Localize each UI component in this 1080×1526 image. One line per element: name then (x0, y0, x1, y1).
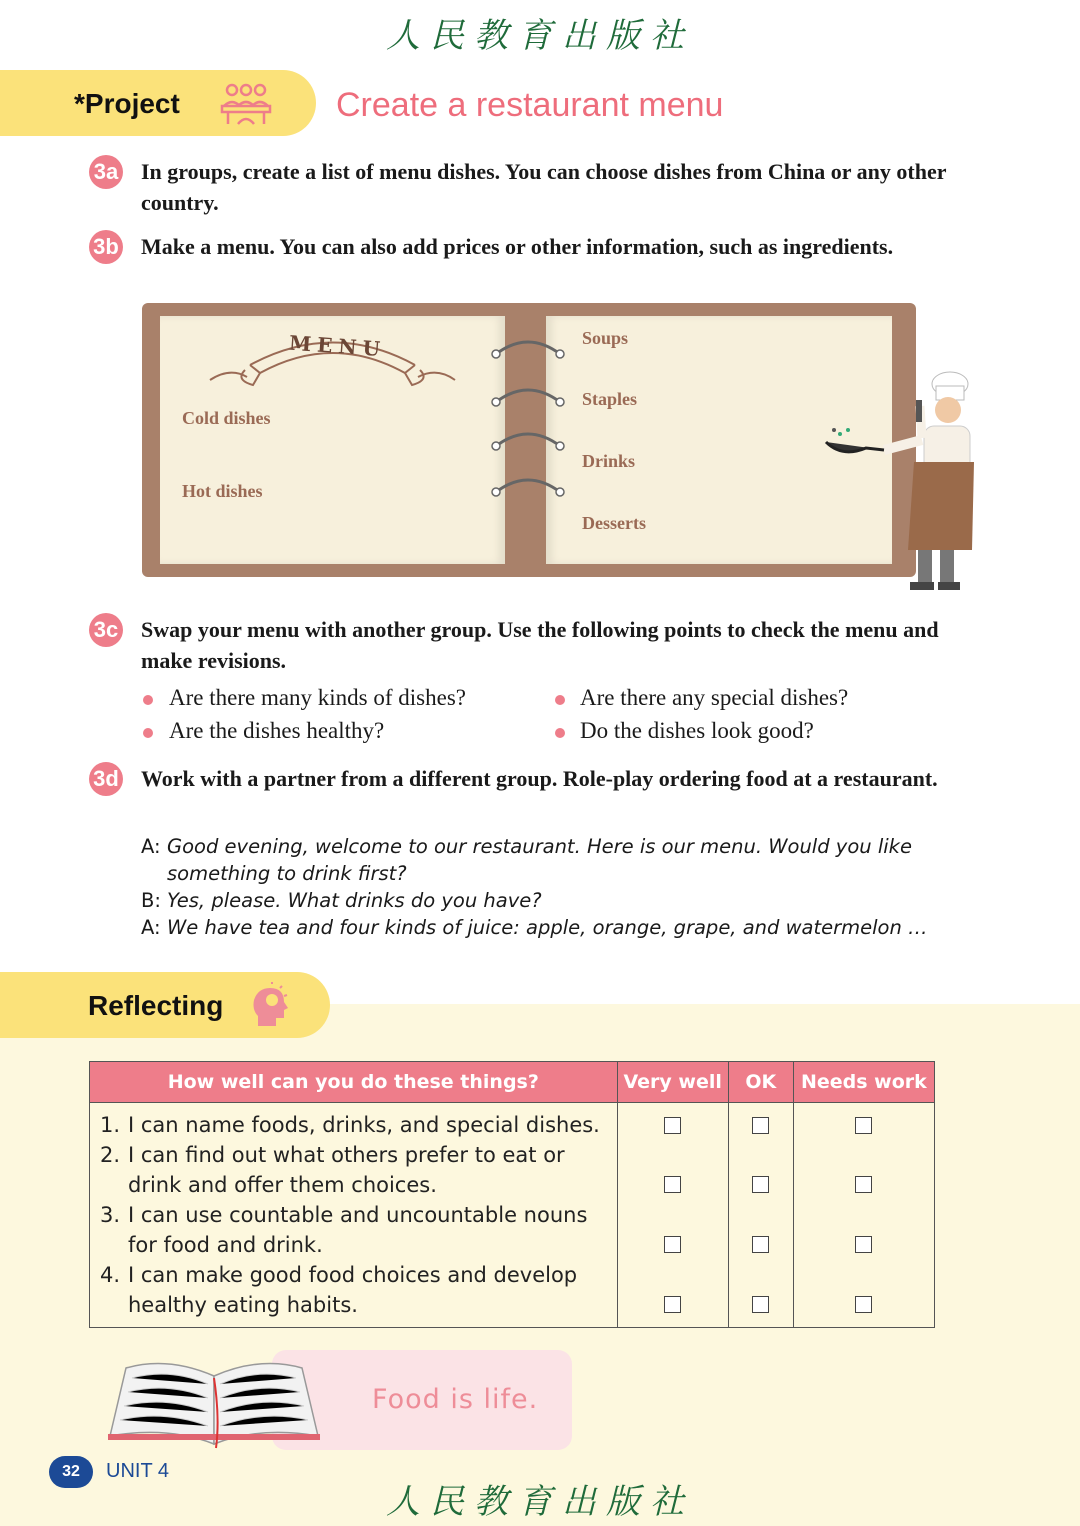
checkbox-needs-work-1[interactable] (855, 1117, 872, 1134)
statements-list (90, 1103, 617, 1327)
check-point-3: Are the dishes healthy? (169, 718, 385, 743)
check-point-1: Are there many kinds of dishes? (169, 685, 467, 710)
list-item-number: 3. (100, 1203, 121, 1227)
table-header-needs-work: Needs work (793, 1062, 934, 1103)
ok-column (728, 1103, 793, 1328)
list-item-number: 4. (100, 1263, 121, 1287)
menu-banner-text: MENU (288, 330, 387, 362)
lightbulb-head-icon (250, 982, 290, 1033)
task-3c-text: Swap your menu with another group. Use the following points to check the menu and make revisions. (141, 617, 939, 673)
list-item-number: 1. (100, 1113, 121, 1137)
speaker: B: (141, 889, 161, 912)
list-item-text: I can make good food choices and develop healthy eating habits. (128, 1263, 578, 1317)
checkbox-very-well-3[interactable] (664, 1236, 681, 1253)
utterance (167, 833, 912, 887)
list-item (100, 1200, 609, 1260)
menu-item-cold-dishes: Cold dishes (182, 408, 271, 428)
dialogue-line (141, 914, 941, 941)
task-badge-3a: 3a (89, 155, 123, 189)
quote-text: Food is life. (372, 1384, 539, 1415)
list-item-number: 2. (100, 1143, 121, 1167)
menu-item-desserts: Desserts (582, 513, 646, 533)
bullet-dot (143, 728, 153, 738)
statements-cell (90, 1103, 618, 1328)
unit-label: UNIT 4 (106, 1460, 169, 1482)
menu-item-staples: Staples (582, 389, 638, 409)
binder-rings-icon (488, 330, 568, 515)
menu-item-soups: Soups (582, 328, 629, 348)
publisher-logo-footer: 人民教育出版社 (386, 1482, 694, 1522)
project-title: Create a restaurant menu (336, 86, 724, 124)
utterance: We have tea and four kinds of juice: apple, orange, grape, and watermelon … (167, 916, 928, 939)
list-item-text: I can name foods, drinks, and special dishes. (128, 1113, 600, 1137)
bullet-dot (555, 695, 565, 705)
bullet-dot (143, 695, 153, 705)
check-point-2: Are there any special dishes? (580, 685, 849, 710)
list-item-text: I can use countable and uncountable nouns for food and drink. (128, 1203, 588, 1257)
task-badge-3c: 3c (89, 613, 123, 647)
task-badge-3d: 3d (89, 762, 123, 796)
speaker: A: (141, 835, 161, 858)
utterance-line: something to drink first? (167, 862, 407, 885)
reflecting-table (89, 1061, 935, 1328)
checkbox-needs-work-2[interactable] (855, 1176, 872, 1193)
list-item (100, 1110, 609, 1140)
table-header-ok: OK (728, 1062, 793, 1103)
checkbox-ok-2[interactable] (752, 1176, 769, 1193)
utterance: Yes, please. What drinks do you have? (167, 889, 542, 912)
speaker: A: (141, 916, 161, 939)
dialogue-line (141, 833, 941, 887)
list-item-text: I can find out what others prefer to eat or drink and offer them choices. (128, 1143, 565, 1197)
task-3d-text: Work with a partner from a different group. Role-play ordering food at a restaurant. (141, 766, 938, 791)
task-badge-3b: 3b (89, 230, 123, 264)
task-3b-text: Make a menu. You can also add prices or other information, such as ingredients. (141, 234, 894, 259)
needs-work-column (793, 1103, 934, 1328)
table-header-skill: How well can you do these things? (90, 1062, 618, 1103)
very-well-column (617, 1103, 728, 1328)
table-header-very-well: Very well (617, 1062, 728, 1103)
utterance-line: Good evening, welcome to our restaurant. Here is our menu. Would you like (167, 835, 912, 858)
checkbox-ok-1[interactable] (752, 1117, 769, 1134)
menu-item-drinks: Drinks (582, 451, 636, 471)
list-item (100, 1260, 609, 1320)
chef-icon (822, 370, 982, 597)
check-point-4: Do the dishes look good? (580, 718, 814, 743)
checkbox-ok-4[interactable] (752, 1296, 769, 1313)
project-label: *Project (74, 88, 180, 119)
dialogue (141, 833, 941, 941)
group-people-icon (218, 82, 274, 131)
list-item (100, 1140, 609, 1200)
bullet-dot (555, 728, 565, 738)
page-number: 32 (49, 1456, 93, 1488)
checkbox-needs-work-3[interactable] (855, 1236, 872, 1253)
checkbox-very-well-4[interactable] (664, 1296, 681, 1313)
checkbox-very-well-1[interactable] (664, 1117, 681, 1134)
dialogue-line (141, 887, 941, 914)
checkbox-ok-3[interactable] (752, 1236, 769, 1253)
reflecting-label: Reflecting (88, 990, 224, 1021)
publisher-logo: 人民教育出版社 (386, 16, 694, 56)
task-3a-text: In groups, create a list of menu dishes. You can choose dishes from China or any other country. (141, 159, 947, 215)
open-book-icon (108, 1348, 323, 1461)
menu-item-hot-dishes: Hot dishes (182, 481, 263, 501)
checkbox-needs-work-4[interactable] (855, 1296, 872, 1313)
checkbox-very-well-2[interactable] (664, 1176, 681, 1193)
